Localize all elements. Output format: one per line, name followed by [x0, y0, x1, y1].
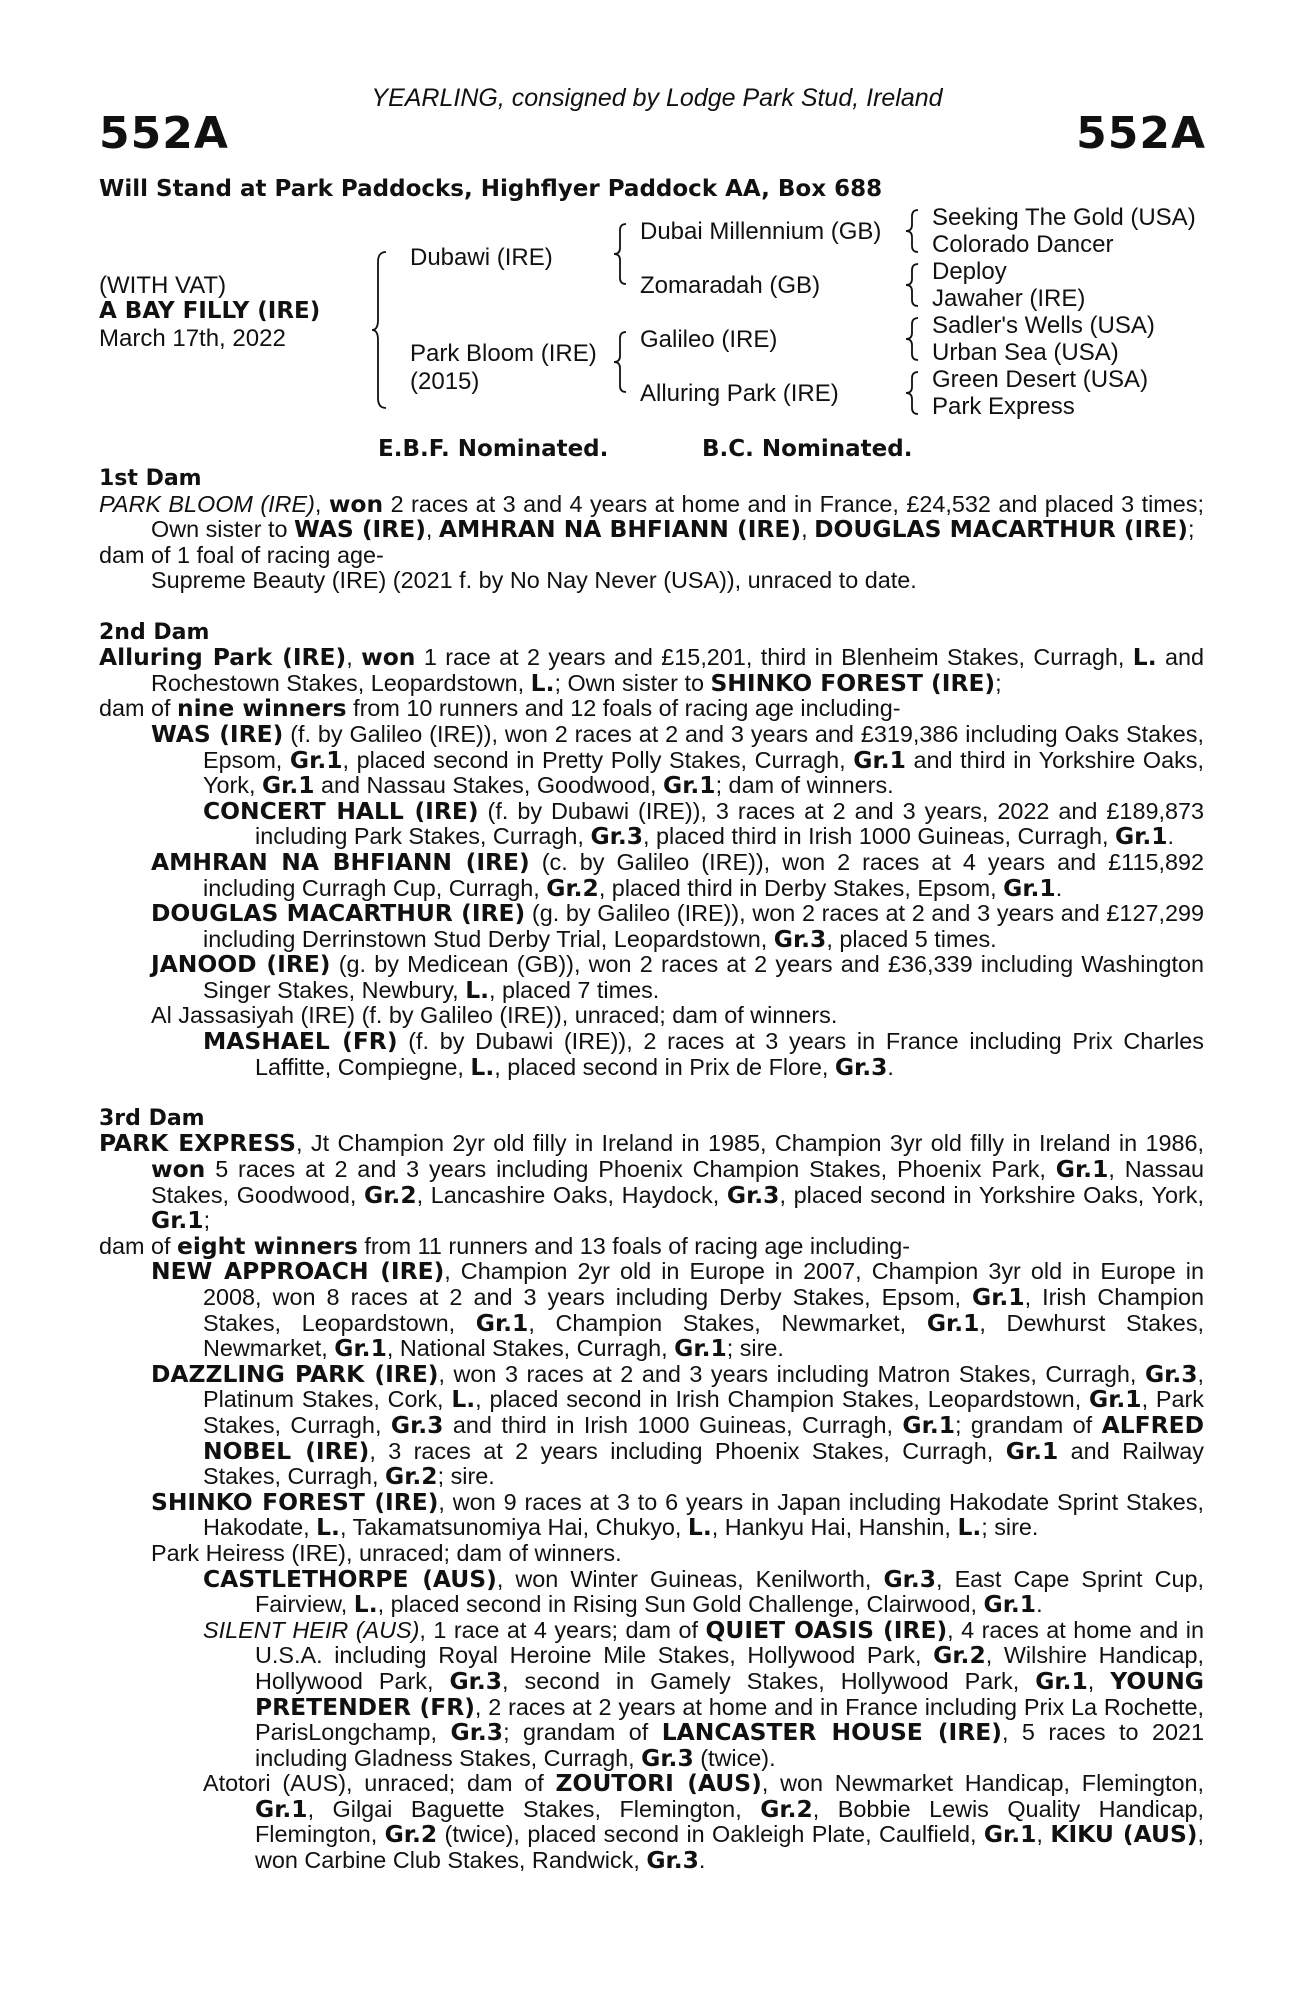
text-run: , won Winter Guineas, Kenilworth,: [496, 1565, 884, 1592]
text-run: , National Stakes, Curragh,: [386, 1335, 675, 1362]
text-run: ; sire.: [726, 1335, 784, 1362]
sire-sire: Dubai Millennium (GB): [640, 218, 882, 245]
bold-run: LANCASTER HOUSE (IRE): [661, 1718, 1002, 1747]
bold-run: QUIET OASIS (IRE): [705, 1615, 948, 1644]
text-run: (twice), placed second in Oakleigh Plate, Caulfield,: [437, 1821, 984, 1848]
horse-name: A BAY FILLY (IRE): [99, 298, 321, 324]
bold-run: Gr.3: [1144, 1359, 1198, 1388]
bold-run: Gr.3: [726, 1180, 780, 1209]
bold-run: Gr.3: [834, 1052, 888, 1081]
bold-run: Gr.1: [1089, 1385, 1142, 1414]
bold-run: ZOUTORI (AUS): [555, 1769, 762, 1798]
text-run: (f. by Galileo (IRE)), won 2 races at 2 and 3 years and £319,386 including Oaks Stakes, Epsom,: [203, 720, 1204, 773]
text-run: ; dam of winners.: [715, 772, 894, 799]
sire: Dubawi (IRE): [410, 244, 553, 271]
second-dam-record: [99, 645, 1204, 696]
bold-run: ALFRED NOBEL (IRE): [203, 1410, 1204, 1465]
text-run: , placed second in Prix de Flore,: [494, 1053, 835, 1080]
text-run: , placed 5 times.: [826, 925, 997, 952]
text-run: , Champion 2yr old in Europe in 2007, Champion 3yr old in Europe in 2008, won 8 races at 2 and 3 years including Derby Stakes, Epsom,: [203, 1258, 1204, 1310]
text-run: ; sire.: [981, 1514, 1039, 1541]
second-dam-heading: 2nd Dam: [99, 619, 210, 645]
text-run: , Irish Champion Stakes, Leopardstown,: [203, 1284, 1204, 1336]
text-run: ,: [1087, 1667, 1111, 1694]
catalogue-body: [99, 466, 1204, 1874]
bold-run: YOUNG PRETENDER (FR): [255, 1666, 1205, 1721]
text-run: and third in Irish 1000 Guineas, Curragh,: [443, 1411, 903, 1438]
text-run: (f. by Dubawi (IRE)), 2 races at 3 years in France including Prix Charles Laffitte, Compiegne,: [255, 1028, 1204, 1080]
ancestor-4: Jawaher (IRE): [932, 285, 1086, 312]
bold-run: PARK EXPRESS: [99, 1129, 297, 1158]
bold-run: Gr.1: [674, 1334, 727, 1363]
text-run: , Gilgai Baguette Stakes, Flemington,: [307, 1795, 761, 1822]
text-run: (c. by Galileo (IRE)), won 2 races at 4 years and £115,892 including Curragh Cup, Curragh,: [203, 848, 1204, 901]
bold-run: Gr.2: [385, 1462, 438, 1491]
bold-run: Gr.1: [853, 745, 906, 774]
text-run: (twice).: [693, 1744, 776, 1771]
bold-run: L.: [1132, 643, 1157, 672]
produce-silent-heir: [99, 1615, 1205, 1772]
bold-run: Gr.3: [590, 822, 643, 851]
bold-run: KIKU (AUS): [1050, 1820, 1198, 1849]
stand-location: Will Stand at Park Paddocks, Highflyer Paddock AA, Box 688: [99, 176, 883, 202]
text-run: , Bobbie Lewis Quality Handicap, Flemington,: [255, 1795, 1204, 1848]
bold-run: CASTLETHORPE (AUS): [203, 1564, 497, 1593]
text-run: , Platinum Stakes, Cork,: [203, 1360, 1204, 1413]
produce-shinko-forest: [99, 1487, 1204, 1542]
first-dam-record: [99, 489, 1204, 544]
brace-g3-3: [906, 316, 922, 362]
text-run: , placed third in Derby Stakes, Epsom,: [598, 874, 1004, 901]
text-run: ,: [425, 516, 439, 543]
text-run: ; Own sister to: [554, 669, 711, 696]
third-dam-record: [99, 1131, 1204, 1233]
bold-run: eight winners: [177, 1231, 358, 1260]
bold-run: won: [328, 489, 384, 518]
bold-run: Gr.1: [151, 1206, 204, 1235]
produce-al-jassasiyah: [99, 1003, 1204, 1029]
bold-run: Gr.2: [364, 1180, 417, 1209]
text-run: Al Jassasiyah (IRE) (f. by Galileo (IRE)), unraced; dam of winners.: [151, 1002, 838, 1029]
bold-run: DOUGLAS MACARTHUR (IRE): [814, 515, 1188, 544]
produce-was: [99, 719, 1204, 800]
bold-run: WAS (IRE): [293, 515, 426, 544]
text-run: , placed second in Irish Champion Stakes, Leopardstown,: [475, 1386, 1090, 1413]
bold-run: Gr.1: [1114, 822, 1168, 851]
bold-run: Gr.1: [1003, 873, 1056, 902]
text-run: from 10 runners and 12 foals of racing age including-: [346, 695, 901, 722]
sire-dam: Zomaradah (GB): [640, 272, 821, 299]
bold-run: Gr.2: [384, 1820, 438, 1849]
bold-run: Gr.3: [390, 1410, 444, 1439]
bold-run: DOUGLAS MACARTHUR (IRE): [151, 899, 526, 928]
text-run: 1 race at 2 years and £15,201, third in Blenheim Stakes, Curragh,: [415, 644, 1133, 671]
text-run: (f. by Dubawi (IRE)), 3 races at 2 and 3 years, 2022 and £189,873 including Park Stakes, Curragh,: [255, 797, 1204, 850]
first-dam-heading: 1st Dam: [99, 466, 202, 491]
bold-run: Gr.1: [261, 771, 315, 800]
ancestor-3: Deploy: [932, 258, 1007, 285]
dam: Park Bloom (IRE): [410, 340, 597, 367]
text-run: ;: [203, 1207, 211, 1234]
ancestor-2: Colorado Dancer: [932, 231, 1114, 258]
third-dam-heading: 3rd Dam: [99, 1105, 205, 1131]
dam-dam: Alluring Park (IRE): [640, 380, 839, 407]
text-run: ,: [346, 644, 362, 671]
text-run: and Railway Stakes, Curragh,: [203, 1437, 1205, 1490]
text-run: ,: [1036, 1821, 1051, 1848]
ancestor-5: Sadler's Wells (USA): [932, 312, 1155, 339]
text-run: (g. by Galileo (IRE)), won 2 races at 2 and 3 years and £127,299 including Derrinstown Stud Derby Trial, Leopardstown,: [203, 900, 1204, 952]
brace-g3-2: [906, 262, 922, 308]
consignor-line: YEARLING, consigned by Lodge Park Stud, Ireland: [371, 84, 943, 112]
bold-run: MASHAEL (FR): [203, 1027, 398, 1056]
ancestor-1: Seeking The Gold (USA): [932, 204, 1196, 231]
text-run: , placed second in Rising Sun Gold Challenge, Clairwood,: [377, 1591, 984, 1618]
text-run: ;: [995, 669, 1002, 696]
text-run: , 1 race at 4 years; dam of: [419, 1616, 706, 1643]
bold-run: NEW APPROACH (IRE): [151, 1257, 445, 1286]
text-run: , Takamatsunomiya Hai, Chukyo,: [339, 1514, 688, 1541]
brace-g3-4: [906, 370, 922, 416]
bold-run: Alluring Park (IRE): [99, 643, 347, 672]
bold-run: Gr.1: [475, 1308, 529, 1337]
text-run: , 5 races to 2021 including Gladness Stakes, Curragh,: [255, 1719, 1205, 1771]
bold-run: SHINKO FOREST (IRE): [151, 1487, 439, 1516]
text-run: and Rochestown Stakes, Leopardstown,: [151, 644, 1204, 696]
brace-g3-1: [906, 208, 922, 254]
bold-run: Gr.1: [663, 771, 716, 800]
produce-mashael: [99, 1029, 1204, 1080]
text-run: , placed 7 times.: [488, 976, 660, 1003]
bold-run: L.: [470, 1052, 495, 1081]
text-run: Atotori (AUS), unraced; dam of: [203, 1770, 556, 1797]
text-run: , won Carbine Club Stakes, Randwick,: [255, 1821, 1204, 1874]
produce-amhran-na-bhfiann: [99, 847, 1204, 902]
bold-run: JANOOD (IRE): [151, 950, 331, 979]
bold-run: Gr.1: [926, 1308, 980, 1337]
brace-dam-side: [614, 330, 630, 394]
bold-run: AMHRAN NA BHFIANN (IRE): [438, 515, 802, 544]
bold-run: won: [361, 643, 416, 672]
bold-run: Gr.1: [972, 1283, 1025, 1311]
lot-number-left: 552A: [99, 108, 229, 159]
dam-sire: Galileo (IRE): [640, 326, 778, 353]
bold-run: WAS (IRE): [151, 719, 284, 748]
bold-run: Gr.1: [1055, 1155, 1109, 1184]
text-run: , Champion Stakes, Newmarket,: [528, 1309, 927, 1336]
bold-run: AMHRAN NA BHFIANN (IRE): [151, 847, 530, 876]
first-dam-produce-summary: [99, 543, 1204, 569]
text-run: dam of: [99, 695, 178, 722]
dam-year: (2015): [410, 368, 480, 395]
bold-run: Gr.1: [1005, 1436, 1059, 1465]
text-run: , Dewhurst Stakes, Newmarket,: [203, 1309, 1205, 1362]
vat-note: (WITH VAT): [99, 272, 227, 299]
text-run: .: [698, 1847, 706, 1874]
text-run: , Jt Champion 2yr old filly in Ireland in 1985, Champion 3yr old filly in Ireland in 1986,: [296, 1130, 1204, 1157]
bold-run: Gr.3: [773, 924, 827, 953]
text-run: .: [887, 1053, 894, 1080]
bold-run: CONCERT HALL (IRE): [203, 796, 479, 825]
bold-run: DAZZLING PARK (IRE): [151, 1359, 439, 1388]
text-run: , won Newmarket Handicap, Flemington,: [761, 1770, 1204, 1797]
text-run: ; sire.: [437, 1463, 495, 1490]
bold-run: Gr.3: [883, 1564, 937, 1593]
bold-run: Gr.2: [546, 873, 599, 902]
bold-run: won: [151, 1155, 206, 1184]
text-run: Park Heiress (IRE), unraced; dam of winners.: [151, 1539, 622, 1566]
ancestor-7: Green Desert (USA): [932, 366, 1149, 393]
text-run: 5 races at 2 and 3 years including Phoenix Champion Stakes, Phoenix Park,: [205, 1156, 1056, 1183]
bold-run: L.: [687, 1513, 712, 1542]
first-dam-produce: [99, 568, 1204, 594]
text-run: ,: [801, 516, 815, 543]
bold-run: Gr.3: [449, 1666, 503, 1695]
text-run: ; grandam of: [954, 1411, 1102, 1438]
bold-run: L.: [451, 1385, 476, 1414]
bc-nomination: B.C. Nominated.: [702, 436, 913, 462]
brace-sire-side: [614, 222, 630, 286]
text-run: , 3 races at 2 years including Phoenix Stakes, Curragh,: [369, 1437, 1006, 1464]
bold-run: Gr.2: [933, 1641, 986, 1670]
text-run: , Park Stakes, Curragh,: [203, 1386, 1204, 1438]
bold-run: Gr.1: [289, 745, 343, 774]
text-run: from 11 runners and 13 foals of racing age including-: [357, 1232, 911, 1259]
text-run: , won 9 races at 3 to 6 years in Japan including Hakodate Sprint Stakes, Hakodate,: [203, 1488, 1204, 1541]
bold-run: Gr.1: [983, 1590, 1037, 1619]
third-dam-produce-summary: [99, 1231, 1204, 1260]
produce-park-heiress: [99, 1541, 1204, 1567]
text-run: , placed third in Irish 1000 Guineas, Curragh,: [643, 823, 1115, 850]
second-dam-produce-summary: [99, 696, 1204, 722]
text-run: , won 3 races at 2 and 3 years including Matron Stakes, Curragh,: [438, 1360, 1145, 1387]
text-run: .: [1055, 874, 1063, 901]
ebf-nomination: E.B.F. Nominated.: [378, 436, 609, 462]
text-run: .: [1167, 823, 1175, 850]
produce-atotori: [99, 1771, 1204, 1873]
text-run: and Nassau Stakes, Goodwood,: [314, 772, 663, 799]
text-run: , placed second in Yorkshire Oaks, York,: [779, 1181, 1204, 1208]
bold-run: Gr.1: [902, 1410, 955, 1439]
produce-dazzling-park: [99, 1359, 1205, 1491]
text-run: .: [1036, 1591, 1043, 1618]
produce-concert-hall: [99, 796, 1204, 851]
bold-run: Gr.1: [983, 1820, 1037, 1849]
text-run: , Nassau Stakes, Goodwood,: [151, 1156, 1204, 1208]
italic-run: SILENT HEIR (AUS): [203, 1616, 420, 1643]
produce-new-approach: [99, 1259, 1204, 1361]
lot-number-right: 552A: [1076, 108, 1206, 159]
text-run: dam of: [99, 1232, 178, 1259]
bold-run: L.: [530, 668, 555, 697]
bold-run: Gr.1: [1035, 1666, 1088, 1695]
ancestor-6: Urban Sea (USA): [932, 339, 1119, 366]
text-run: , East Cape Sprint Cup, Fairview,: [255, 1565, 1204, 1618]
produce-janood: [99, 952, 1204, 1003]
text-run: , 2 races at 2 years at home and in France including Prix La Rochette, ParisLongchamp,: [255, 1693, 1205, 1746]
text-run: ; grandam of: [503, 1719, 662, 1746]
text-run: , Wilshire Handicap, Hollywood Park,: [255, 1642, 1204, 1694]
bold-run: L.: [353, 1590, 378, 1619]
produce-castlethorpe: [99, 1564, 1204, 1619]
text-run: , Hankyu Hai, Hanshin,: [711, 1514, 958, 1541]
text-run: , second in Gamely Stakes, Hollywood Park,: [502, 1667, 1036, 1694]
text-run: (g. by Medicean (GB)), won 2 races at 2 years and £36,339 including Washington Singer Stakes, Newbury,: [203, 951, 1204, 1003]
bold-run: Gr.3: [641, 1743, 694, 1772]
bold-run: Gr.1: [334, 1334, 387, 1363]
produce-douglas-macarthur: [99, 901, 1204, 952]
foaling-date: March 17th, 2022: [99, 325, 286, 352]
text-run: ;: [1187, 516, 1195, 543]
text-run: dam of 1 foal of racing age-: [99, 541, 384, 568]
text-run: , 4 races at home and in U.S.A. including Royal Heroine Mile Stakes, Hollywood Park,: [255, 1616, 1204, 1669]
text-run: and third in Yorkshire Oaks, York,: [203, 746, 1204, 799]
text-run: , Lancashire Oaks, Haydock,: [416, 1181, 727, 1208]
ancestor-8: Park Express: [932, 393, 1075, 420]
bold-run: Gr.2: [760, 1794, 813, 1823]
text-run: , placed second in Pretty Polly Stakes, Curragh,: [342, 746, 854, 773]
bold-run: nine winners: [177, 694, 347, 723]
bold-run: L.: [957, 1513, 982, 1542]
bold-run: Gr.3: [646, 1846, 699, 1875]
bold-run: L.: [465, 975, 489, 1004]
bold-run: Gr.1: [255, 1794, 308, 1823]
bold-run: Gr.3: [450, 1718, 504, 1747]
text-run: ,: [314, 490, 329, 517]
brace-generation-1: [372, 250, 392, 410]
bold-run: L.: [316, 1513, 340, 1542]
italic-run: PARK BLOOM (IRE): [99, 490, 315, 517]
text-run: Supreme Beauty (IRE) (2021 f. by No Nay Never (USA)), unraced to date.: [151, 567, 917, 594]
text-run: 2 races at 3 and 4 years at home and in France, £24,532 and placed 3 times; Own sister to: [151, 490, 1204, 543]
bold-run: SHINKO FOREST (IRE): [710, 668, 996, 697]
